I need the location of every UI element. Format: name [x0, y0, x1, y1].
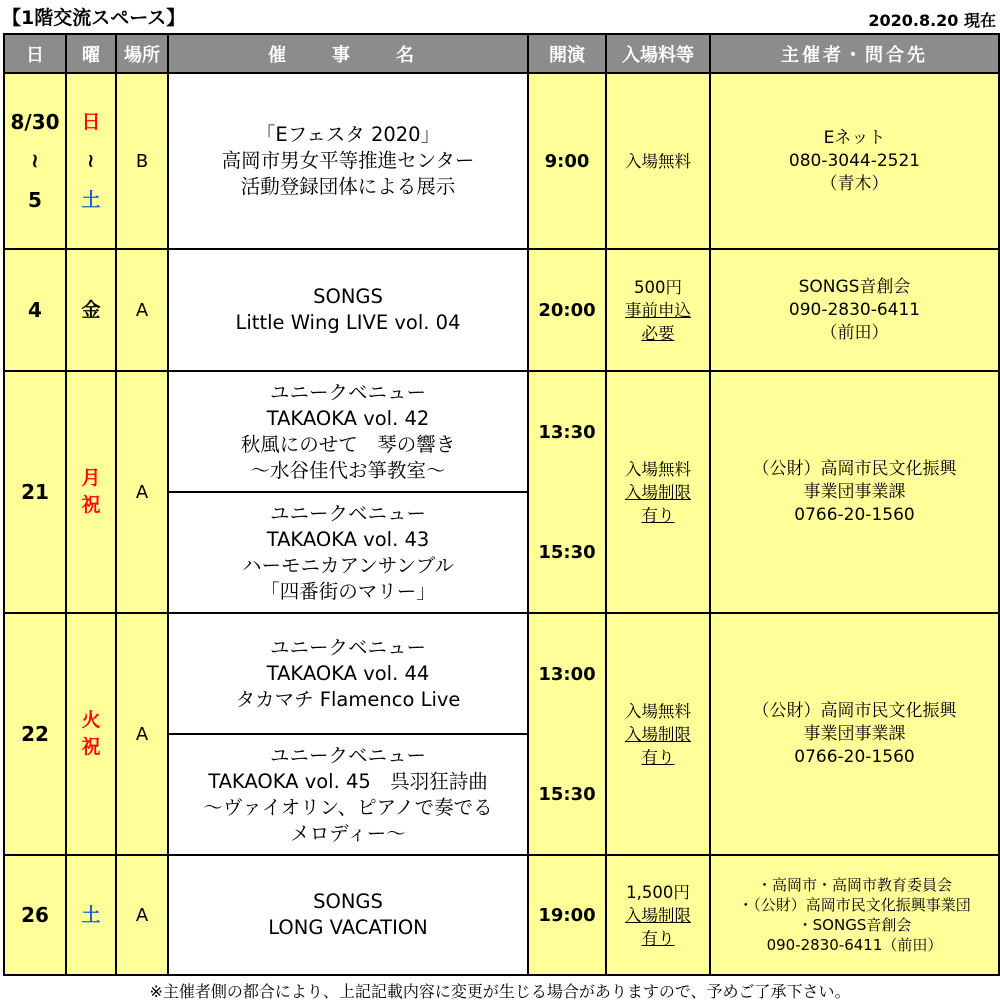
organizer-line: 0766-20-1560 — [794, 504, 915, 525]
organizer-line: 090-2830-6411 — [788, 299, 921, 320]
day-from: 8/30 — [10, 110, 60, 134]
weekday-cell: 金 — [66, 249, 116, 371]
col-start-header: 開演 — [528, 34, 606, 73]
weekday-line: 祝 — [81, 736, 101, 758]
col-fee-header: 入場料等 — [606, 34, 710, 73]
footer-notice: ※主催者側の都合により、上記記載内容に変更が生じる場合がありますので、予めご了承下さい。 — [149, 982, 851, 1001]
event-name-line: ユニークベニュー — [269, 501, 426, 525]
fee-note: 事前申込 — [625, 300, 691, 320]
start-time-cell: 15:30 — [528, 734, 606, 855]
organizer-line: 事業団事業課 — [803, 481, 906, 502]
event-name-line: SONGS — [313, 285, 383, 308]
start-time-cell: 15:30 — [528, 492, 606, 613]
event-name-line: 秋風にのせて 琴の響き — [240, 432, 456, 456]
fee-price: 500円 — [634, 277, 682, 297]
event-schedule-table — [3, 33, 1000, 976]
weekday-cell: 土 — [66, 855, 116, 975]
place-cell: B — [116, 73, 168, 249]
col-event-header: 催 事 名 — [168, 34, 528, 73]
weekday-line: 祝 — [81, 494, 101, 516]
start-time-cell: 19:00 — [528, 855, 606, 975]
weekday-cell — [66, 613, 116, 855]
fee-cell — [606, 371, 710, 613]
weekday-line: 火 — [81, 709, 101, 731]
organizer-cell — [710, 73, 999, 249]
weekday-line: 月 — [81, 467, 101, 489]
organizer-line: （前田） — [820, 322, 889, 343]
day-cell: 26 — [4, 855, 66, 975]
table-row — [4, 73, 999, 249]
fee-note: 有り — [641, 928, 675, 948]
fee-note: 入場制限 — [625, 482, 691, 502]
event-name-line: ユニークベニュー — [269, 635, 426, 659]
organizer-line: Eネット — [823, 127, 886, 148]
event-name-cell — [168, 492, 528, 613]
organizer-line: 事業団事業課 — [803, 723, 906, 744]
organizer-line: 0766-20-1560 — [794, 746, 915, 767]
col-place-header: 場所 — [116, 34, 168, 73]
start-time-cell: 20:00 — [528, 249, 606, 371]
event-name-line: ユニークベニュー — [269, 743, 426, 767]
day-cell: 22 — [4, 613, 66, 855]
event-name-line: ハーモニカアンサンブル — [242, 553, 454, 577]
event-name-line: TAKAOKA vol. 45 呉羽狂詩曲 — [208, 769, 488, 793]
event-name-cell — [168, 855, 528, 975]
range-mark: ~ — [22, 152, 47, 170]
event-name-cell — [168, 734, 528, 855]
day-to: 5 — [28, 188, 42, 212]
organizer-line: ・（公財）高岡市民文化振興事業団 — [738, 896, 971, 914]
event-name-cell — [168, 613, 528, 734]
organizer-cell — [710, 613, 999, 855]
event-name-line: TAKAOKA vol. 43 — [266, 527, 430, 551]
organizer-line: 090-2830-6411（前田） — [766, 936, 943, 954]
fee-note: 入場制限 — [625, 724, 691, 744]
fee-cell — [606, 855, 710, 975]
col-day-header: 日 — [4, 34, 66, 73]
organizer-line: ・高岡市・高岡市教育委員会 — [756, 876, 952, 894]
fee-note: 必要 — [641, 323, 675, 343]
fee-line: 入場無料 — [625, 701, 691, 721]
table-row — [4, 613, 999, 734]
weekday-to: 土 — [81, 189, 101, 211]
fee-cell — [606, 613, 710, 855]
event-name-line: ～水谷佳代お箏教室～ — [250, 458, 446, 482]
fee-note: 有り — [641, 747, 675, 767]
event-name-line: 「四番街のマリー」 — [260, 579, 436, 603]
start-time-cell: 13:30 — [528, 371, 606, 492]
fee-note: 有り — [641, 505, 675, 525]
organizer-line: SONGS音創会 — [798, 276, 911, 297]
fee-price: 1,500円 — [626, 882, 690, 902]
weekday-from: 日 — [81, 111, 101, 133]
organizer-cell — [710, 249, 999, 371]
event-name-line: タカマチ Flamenco Live — [235, 687, 461, 711]
place-cell: A — [116, 855, 168, 975]
table-row — [4, 249, 999, 371]
weekday-cell — [66, 73, 116, 249]
as-of-date: 2020.8.20 現在 — [868, 11, 996, 30]
place-cell: A — [116, 249, 168, 371]
weekday-cell — [66, 371, 116, 613]
organizer-line: ・SONGS音創会 — [797, 916, 912, 934]
start-time-cell: 13:00 — [528, 613, 606, 734]
event-name-line: 活動登録団体による展示 — [240, 175, 456, 198]
fee-cell — [606, 249, 710, 371]
organizer-cell — [710, 855, 999, 975]
day-cell: 21 — [4, 371, 66, 613]
table-row — [4, 371, 999, 492]
event-name-cell — [168, 73, 528, 249]
event-name-line: LONG VACATION — [268, 916, 428, 939]
fee-cell: 入場無料 — [606, 73, 710, 249]
fee-note: 入場制限 — [625, 905, 691, 925]
table-header-row — [4, 34, 999, 73]
event-name-line: メロディー～ — [290, 821, 406, 845]
place-cell: A — [116, 371, 168, 613]
weekday-range-mark: ~ — [79, 153, 102, 169]
event-name-line: 高岡市男女平等推進センター — [221, 149, 475, 172]
event-name-line: 「Eフェスタ 2020」 — [255, 123, 441, 146]
event-name-line: ～ヴァイオリン、ピアノで奏でる — [203, 795, 493, 819]
event-name-cell — [168, 249, 528, 371]
col-organizer-header: 主催者・問合先 — [710, 34, 999, 73]
col-weekday-header: 曜 — [66, 34, 116, 73]
event-name-line: Little Wing LIVE vol. 04 — [235, 311, 461, 334]
organizer-line: （公財）高岡市民文化振興 — [752, 700, 957, 721]
table-row — [4, 855, 999, 975]
page-title: 【1階交流スペース】 — [2, 7, 186, 29]
organizer-line: （青木） — [820, 173, 889, 194]
start-time-cell: 9:00 — [528, 73, 606, 249]
event-name-line: TAKAOKA vol. 42 — [266, 406, 430, 430]
event-name-cell — [168, 371, 528, 492]
day-cell — [4, 73, 66, 249]
organizer-line: （公財）高岡市民文化振興 — [752, 458, 957, 479]
fee-line: 入場無料 — [625, 459, 691, 479]
event-name-line: ユニークベニュー — [269, 380, 426, 404]
day-cell: 4 — [4, 249, 66, 371]
place-cell: A — [116, 613, 168, 855]
organizer-cell — [710, 371, 999, 613]
event-name-line: SONGS — [313, 890, 383, 913]
organizer-line: 080-3044-2521 — [788, 150, 921, 171]
event-name-line: TAKAOKA vol. 44 — [266, 661, 430, 685]
